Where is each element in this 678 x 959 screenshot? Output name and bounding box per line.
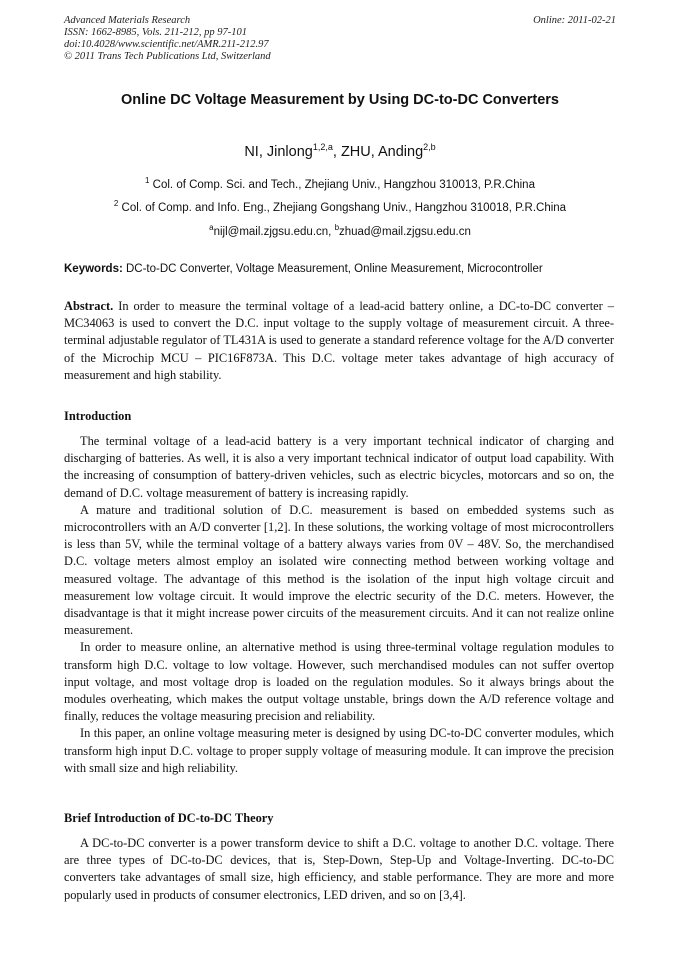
dc-theory-body: [64, 835, 614, 904]
keywords-text: DC-to-DC Converter, Voltage Measurement, Online Measurement, Microcontroller: [122, 263, 543, 275]
affiliation-mark: 2: [113, 199, 119, 208]
abstract: [64, 298, 614, 384]
email-mark: b: [334, 223, 340, 232]
section-heading-introduction: Introduction: [64, 409, 132, 423]
author-line: [64, 142, 616, 160]
introduction-body: [64, 433, 614, 777]
author-emails: [64, 223, 616, 238]
affiliation: [64, 199, 616, 214]
author-separator: ,: [332, 144, 341, 160]
issn-line: ISSN: 1662-8985, Vols. 211-212, pp 97-101: [64, 27, 247, 38]
author-affiliation-mark: 1,2,a: [312, 142, 333, 152]
abstract-label: Abstract.: [64, 299, 114, 313]
copyright-line: © 2011 Trans Tech Publications Ltd, Switzerland: [64, 51, 271, 62]
abstract-text: In order to measure the terminal voltage of a lead-acid battery online, a DC-to-DC converter – MC34063 is used to convert the D.C. input voltage to the supply voltage of measurement circuit. A three-terminal adjustable regulator of TL431A is used to generate a standard reference voltage for the A/D converter of the Microchip MCU – PIC16F873A. This D.C. voltage meter takes advantage of high accuracy of measurement and high stability.: [64, 299, 614, 382]
paragraph: In order to measure online, an alternative method is using three-terminal voltage regulation modules to transform high D.C. voltage to low voltage. However, such merchandised modules can not suffer overtop input voltage, and most voltage drop is loaded on the regulation modules. So it always brings about the modules overheating, which makes the output voltage unstable, brings down the A/D reference voltage and finally, reduces the voltage measuring precision and reliability.: [64, 640, 614, 724]
affiliation: [64, 176, 616, 191]
author-name: ZHU, Anding: [340, 144, 424, 160]
keywords: [64, 263, 624, 275]
section-heading-dc-theory: Brief Introduction of DC-to-DC Theory: [64, 811, 274, 825]
online-date: Online: 2011-02-21: [533, 15, 616, 26]
email-text: zhuad@mail.zjgsu.edu.cn: [339, 226, 471, 238]
email-text: nijl@mail.zjgsu.edu.cn,: [213, 226, 335, 238]
author-name: NI, Jinlong: [244, 144, 313, 160]
author-affiliation-mark: 2,b: [423, 142, 436, 152]
keywords-label: Keywords:: [64, 263, 123, 275]
affiliation-text: Col. of Comp. and Info. Eng., Zhejiang Gongshang Univ., Hangzhou 310018, P.R.China: [118, 202, 567, 214]
paragraph: A mature and traditional solution of D.C. measurement is based on embedded systems such as microcontrollers with an A/D converter [1,2]. In these solutions, the working voltage of most microcontrollers is less than 5V, while the terminal voltage of a battery always varies from 0V – 48V. So, the merchandised D.C. voltage meters almost employ an isolated wire connecting method between working voltage and measured voltage. The advantage of this method is the isolation of the input high voltage circuit and measurement low voltage circuit. It would improve the electric security of the D.C. meters. However, the disadvantage is that it might increase power circuits of the measurement circuits. And it can not realize online measurement.: [64, 502, 614, 638]
email-mark: a: [209, 223, 214, 232]
paragraph: A DC-to-DC converter is a power transform device to shift a D.C. voltage to another D.C. voltage. There are three types of DC-to-DC devices, that is, Step-Down, Step-Up and Voltage-Inverting. DC-to-DC converters take advantages of small size, high efficiency, and stable performance. They are more and more popularly used in products of consumer electronics, LED driven, and so on [3,4].: [64, 836, 614, 902]
paper-title: Online DC Voltage Measurement by Using DC-to-DC Converters: [120, 92, 560, 108]
paragraph: The terminal voltage of a lead-acid battery is a very important technical indicator of charging and discharging of batteries. As well, it is also a very important technical indicator of output load capability. With the increasing of consumption of battery-driven vehicles, such as electric bicycles, motorcars and so on, the demand of D.C. voltage measurement of battery is increasing rapidly.: [64, 434, 614, 500]
affiliation-mark: 1: [145, 176, 150, 185]
affiliation-text: Col. of Comp. Sci. and Tech., Zhejiang Univ., Hangzhou 310013, P.R.China: [149, 179, 535, 191]
journal-header: [64, 15, 616, 63]
journal-name: Advanced Materials Research: [64, 15, 191, 26]
doi-line: doi:10.4028/www.scientific.net/AMR.211-212.97: [64, 39, 269, 50]
paragraph: In this paper, an online voltage measuring meter is designed by using DC-to-DC converter modules, which transform high input D.C. voltage to proper supply voltage of measuring module. It can improve the precision with small size and high reliability.: [64, 726, 614, 775]
